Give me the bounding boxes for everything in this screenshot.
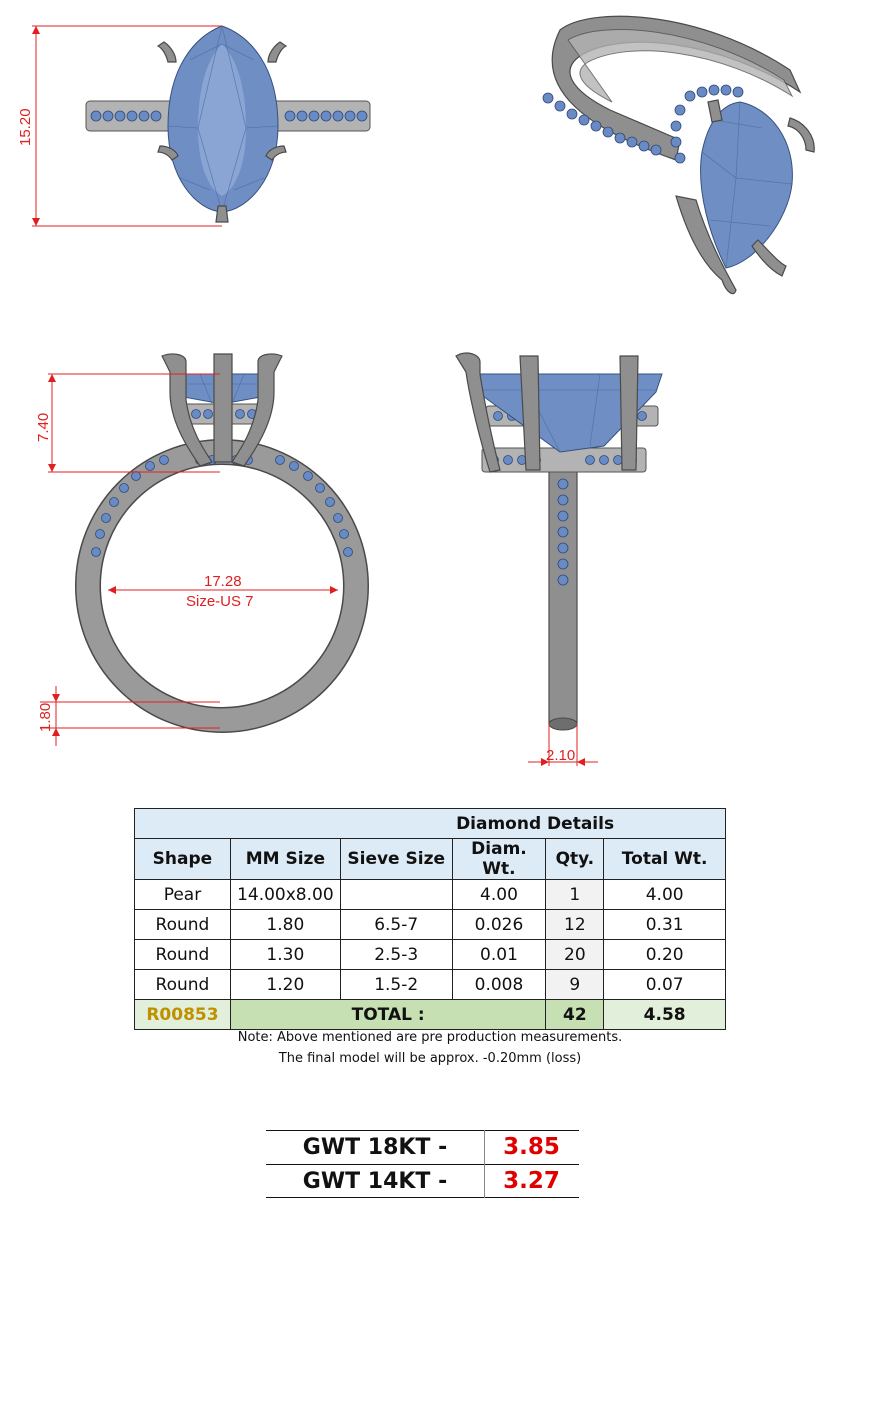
gwt-row: [266, 1165, 579, 1198]
cell-total-wt: 0.07: [604, 970, 726, 1000]
cell-qty: 9: [546, 970, 604, 1000]
header-mm-size: MM Size: [230, 839, 340, 880]
table-row: [135, 910, 726, 940]
cell-diam-wt: 0.008: [452, 970, 546, 1000]
product-code: R00853: [135, 1000, 231, 1030]
dim-shank-width: 2.10: [546, 747, 576, 764]
note-line-2: The final model will be approx. -0.20mm (loss): [278, 1051, 582, 1066]
cell-shape: Pear: [135, 880, 231, 910]
gwt-18kt-label: GWT 18KT -: [302, 1135, 448, 1160]
gold-weight-table: [266, 1130, 579, 1198]
total-weight: 4.58: [604, 1000, 726, 1030]
cell-mm-size: 14.00x8.00: [230, 880, 340, 910]
cell-diam-wt: 0.01: [452, 940, 546, 970]
ring-perspective-view: [500, 0, 860, 320]
cell-sieve-size: 6.5-7: [340, 910, 452, 940]
table-row: [135, 970, 726, 1000]
table-row: [135, 880, 726, 910]
gwt-14kt-value: 3.27: [503, 1168, 560, 1194]
cell-qty: 1: [546, 880, 604, 910]
cell-total-wt: 0.31: [604, 910, 726, 940]
cell-shape: Round: [135, 970, 231, 1000]
table-title-row: [135, 809, 726, 839]
ring-side-view: [440, 340, 680, 780]
cell-mm-size: 1.30: [230, 940, 340, 970]
cell-qty: 12: [546, 910, 604, 940]
header-diam-wt: Diam. Wt.: [452, 839, 546, 880]
cell-mm-size: 1.20: [230, 970, 340, 1000]
cell-diam-wt: 0.026: [452, 910, 546, 940]
table-header-row: [135, 839, 726, 880]
total-label: TOTAL :: [230, 1000, 546, 1030]
cell-mm-size: 1.80: [230, 910, 340, 940]
total-qty: 42: [546, 1000, 604, 1030]
cell-total-wt: 0.20: [604, 940, 726, 970]
gwt-18kt-value: 3.85: [503, 1134, 560, 1160]
dim-side-height: 7.40: [35, 412, 52, 442]
cell-total-wt: 4.00: [604, 880, 726, 910]
header-shape: Shape: [135, 839, 231, 880]
header-total-wt: Total Wt.: [604, 839, 726, 880]
cell-sieve-size: 1.5-2: [340, 970, 452, 1000]
table-row: [135, 940, 726, 970]
dim-ring-size: Size-US 7: [186, 593, 254, 610]
cell-shape: Round: [135, 910, 231, 940]
dim-inner-diameter: 17.28: [204, 573, 242, 590]
ring-front-view: [0, 340, 420, 770]
diamond-details-table: [134, 808, 726, 1030]
cell-sieve-size: 2.5-3: [340, 940, 452, 970]
table-title: Diamond Details: [452, 809, 725, 839]
gwt-14kt-label: GWT 14KT -: [302, 1169, 448, 1194]
ring-top-view: [0, 0, 440, 260]
gwt-row: [266, 1131, 579, 1164]
note-line-1: Note: Above mentioned are pre production measurements.: [237, 1030, 623, 1045]
cell-sieve-size: [340, 880, 452, 910]
cell-diam-wt: 4.00: [452, 880, 546, 910]
cell-qty: 20: [546, 940, 604, 970]
dim-shank-thickness: 1.80: [37, 702, 54, 732]
dim-top-height: 15.20: [17, 108, 34, 146]
cell-shape: Round: [135, 940, 231, 970]
header-sieve-size: Sieve Size: [340, 839, 452, 880]
table-total-row: [135, 1000, 726, 1030]
header-qty: Qty.: [546, 839, 604, 880]
